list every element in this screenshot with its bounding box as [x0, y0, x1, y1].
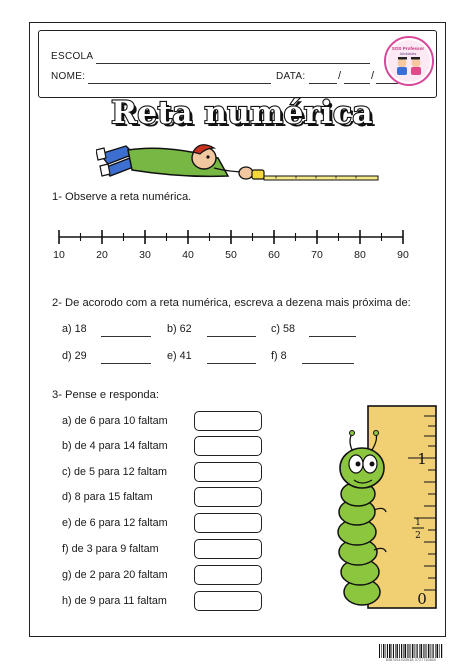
date-day-field[interactable]	[309, 83, 337, 84]
answer-box-e[interactable]	[194, 513, 262, 533]
round-answer-e[interactable]	[207, 363, 256, 364]
answer-box-h[interactable]	[194, 591, 262, 611]
logo-text-line1: SOS Professor	[391, 46, 425, 51]
name-label: NOME:	[51, 71, 86, 82]
section-1-heading: 1- Observe a reta numérica.	[52, 191, 192, 203]
round-answer-b[interactable]	[207, 336, 256, 337]
round-item-c: c) 58	[271, 323, 296, 335]
date-separator: /	[338, 70, 342, 82]
round-answer-a[interactable]	[101, 336, 151, 337]
section-2-heading: 2- De acorodo com a reta numérica, escreva a dezena mais próxima de:	[52, 297, 411, 309]
question-e: e) de 6 para 12 faltam	[62, 517, 168, 529]
teacher-kids-icon	[386, 38, 432, 84]
number-line-label: 60	[268, 249, 280, 261]
question-d: d) 8 para 15 faltam	[62, 491, 153, 503]
boy-measuring-tape-illustration	[96, 132, 381, 192]
sos-professor-logo	[384, 36, 434, 86]
date-year-field[interactable]	[376, 83, 398, 84]
answer-box-f[interactable]	[194, 539, 262, 559]
number-line-label: 90	[397, 249, 409, 261]
question-g: g) de 2 para 20 faltam	[62, 569, 168, 581]
number-line-label: 20	[96, 249, 108, 261]
round-item-b: b) 62	[167, 323, 192, 335]
date-month-field[interactable]	[344, 83, 370, 84]
barcode-text: 6387051933538 3727730800	[385, 658, 437, 662]
question-b: b) de 4 para 14 faltam	[62, 440, 168, 452]
header-box	[38, 30, 437, 98]
page-title: Reta numérica	[111, 95, 373, 131]
number-line-label: 10	[53, 249, 65, 261]
ruler-mark-zero: 0	[417, 590, 427, 608]
name-field[interactable]	[88, 83, 271, 84]
round-answer-d[interactable]	[101, 363, 151, 364]
question-h: h) de 9 para 11 faltam	[62, 595, 167, 607]
ruler-mark-half-numerator: 1	[415, 518, 421, 528]
date-separator: /	[371, 70, 375, 82]
answer-box-a[interactable]	[194, 411, 262, 431]
question-a: a) de 6 para 10 faltam	[62, 415, 168, 427]
question-f: f) de 3 para 9 faltam	[62, 543, 159, 555]
round-item-f: f) 8	[271, 350, 287, 362]
school-label: ESCOLA	[51, 51, 94, 62]
number-line-label: 30	[139, 249, 151, 261]
round-answer-f[interactable]	[302, 363, 354, 364]
round-item-d: d) 29	[62, 350, 87, 362]
date-label: DATA:	[276, 71, 306, 82]
answer-box-g[interactable]	[194, 565, 262, 585]
round-item-a: a) 18	[62, 323, 87, 335]
section-3-heading: 3- Pense e responda:	[52, 389, 159, 401]
ruler-mark-one: 1	[417, 450, 427, 468]
number-line-label: 70	[311, 249, 323, 261]
caterpillar-ruler-illustration	[322, 402, 442, 610]
number-line-label: 50	[225, 249, 237, 261]
school-field[interactable]	[96, 63, 370, 64]
ruler-mark-half-denominator: 2	[415, 531, 421, 541]
number-line-label: 40	[182, 249, 194, 261]
barcode	[379, 644, 443, 658]
answer-box-d[interactable]	[194, 487, 262, 507]
logo-text-line2: Atividades	[399, 52, 417, 56]
answer-box-b[interactable]	[194, 436, 262, 456]
question-c: c) de 5 para 12 faltam	[62, 466, 168, 478]
round-item-e: e) 41	[167, 350, 192, 362]
round-answer-c[interactable]	[309, 336, 356, 337]
answer-box-c[interactable]	[194, 462, 262, 482]
number-line-label: 80	[354, 249, 366, 261]
